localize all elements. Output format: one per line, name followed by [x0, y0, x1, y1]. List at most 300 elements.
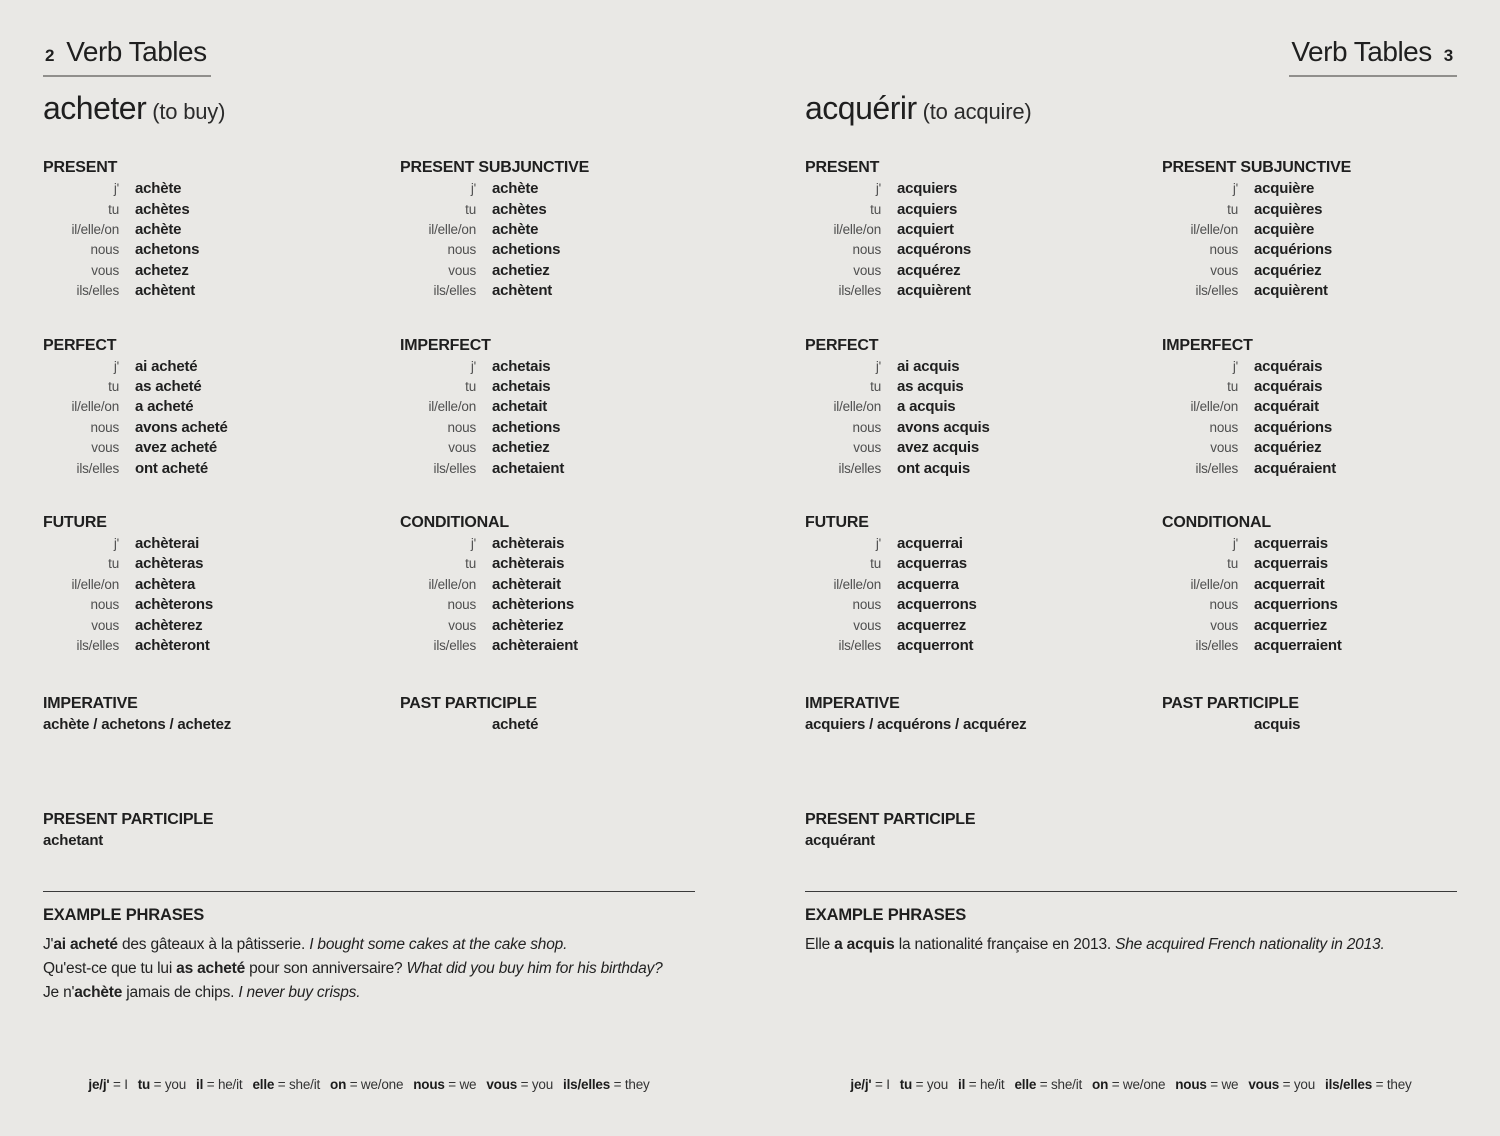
verb-form: acquerrait — [1254, 575, 1325, 593]
conjugation-row — [1162, 179, 1457, 199]
present-participle-heading: PRESENT PARTICIPLE — [805, 810, 976, 828]
pronoun-label: nous — [447, 242, 476, 258]
pronoun-label: tu — [108, 379, 119, 395]
conjugation-row — [1162, 281, 1457, 301]
conjugation-row — [805, 418, 1162, 438]
legend-term: elle — [252, 1077, 275, 1092]
conjugation-row — [400, 377, 695, 397]
pronoun-label: ils/elles — [1195, 638, 1238, 654]
tense-heading: PRESENT SUBJUNCTIVE — [400, 159, 590, 177]
imperative-block — [805, 693, 1162, 735]
tense-heading: CONDITIONAL — [400, 514, 509, 532]
verb-form: acquérions — [1254, 418, 1333, 436]
pronoun-label: tu — [1227, 379, 1238, 395]
pronoun-label: nous — [852, 419, 881, 435]
legend-term: il — [196, 1077, 204, 1092]
verb-form: achetons — [135, 241, 200, 259]
pronoun-label: il/elle/on — [71, 576, 119, 592]
pronoun-label: tu — [1227, 201, 1238, 217]
phrase-text: jamais de chips. — [122, 984, 239, 1002]
pronoun-label: j' — [113, 536, 119, 552]
imperative-heading: IMPERATIVE — [43, 694, 138, 712]
legend-definition: = we/one — [1108, 1077, 1166, 1092]
legend-pair — [1175, 1077, 1238, 1092]
legend-term: il — [958, 1077, 966, 1092]
phrase-translation: She acquired French nationality in 2013. — [1115, 935, 1385, 953]
verb-form: achetions — [492, 418, 561, 436]
conjugation-row — [1162, 240, 1457, 260]
example-section — [805, 891, 1457, 957]
conjugation-row — [805, 281, 1162, 301]
verb-form: acquéraient — [1254, 459, 1336, 477]
legend-pair — [900, 1077, 948, 1092]
page-left — [43, 38, 695, 1136]
pronoun-label: nous — [852, 242, 881, 258]
conjugation-row — [400, 554, 695, 574]
conjugation-row — [400, 397, 695, 417]
verb-form: avons acquis — [897, 418, 990, 436]
legend-term: nous — [413, 1077, 445, 1092]
conjugation-row — [43, 200, 400, 220]
pronoun-label: tu — [870, 379, 881, 395]
example-phrase — [43, 957, 695, 981]
verb-form: acquière — [1254, 221, 1315, 238]
legend-term: vous — [486, 1077, 518, 1092]
verb-form: acquiert — [897, 221, 954, 238]
pronoun-label: ils/elles — [838, 460, 881, 476]
legend-definition: = you — [1279, 1077, 1316, 1092]
verb-form: ai acquis — [897, 357, 960, 375]
pronoun-label: ils/elles — [76, 283, 119, 299]
tense-block — [805, 335, 1162, 479]
legend-term: tu — [899, 1077, 913, 1092]
legend-definition: = you — [517, 1077, 554, 1092]
past-participle-block — [1162, 693, 1457, 735]
past-participle-heading: PAST PARTICIPLE — [400, 694, 537, 712]
conjugation-row — [400, 534, 695, 554]
verb-form: acquières — [1254, 200, 1323, 218]
legend-definition: = she/it — [274, 1077, 321, 1092]
example-heading: EXAMPLE PHRASES — [43, 905, 205, 924]
pronoun-label: ils/elles — [433, 638, 476, 654]
pronoun-label: il/elle/on — [71, 399, 119, 415]
tense-heading: IMPERFECT — [1162, 336, 1253, 354]
verb-form: achetait — [492, 398, 548, 416]
legend-definition: = you — [912, 1077, 949, 1092]
legend-pair — [850, 1077, 889, 1092]
pronoun-label: vous — [1210, 440, 1238, 456]
legend-definition: = we/one — [346, 1077, 404, 1092]
verb-form: achèteriez — [492, 616, 564, 634]
tense-heading: PERFECT — [43, 336, 117, 354]
verb-form: achetions — [492, 241, 561, 259]
pronoun-label: il/elle/on — [428, 576, 476, 592]
phrase-text: ai acheté — [53, 935, 118, 953]
verb-form: acquériez — [1254, 261, 1322, 279]
legend-pair — [1092, 1077, 1165, 1092]
conjugation-row — [43, 534, 400, 554]
phrase-text: Qu'est-ce que tu lui — [43, 959, 177, 977]
pronoun-label: nous — [447, 597, 476, 613]
tense-block — [805, 512, 1162, 656]
conjugation-row — [43, 179, 400, 199]
tense-block — [43, 512, 400, 656]
phrase-translation: What did you buy him for his birthday? — [406, 959, 663, 977]
tense-block — [400, 335, 695, 479]
conjugation-row — [400, 179, 695, 199]
tense-grid — [43, 157, 695, 689]
page-number: 3 — [1443, 46, 1453, 65]
conjugation-row — [805, 200, 1162, 220]
conjugation-row — [805, 240, 1162, 260]
pronoun-label: tu — [465, 201, 476, 217]
tense-heading: PRESENT SUBJUNCTIVE — [1162, 159, 1352, 177]
phrase-translation: I never buy crisps. — [238, 984, 361, 1002]
pronoun-label: il/elle/on — [1190, 222, 1238, 237]
verb-form: acquériez — [1254, 439, 1322, 457]
conjugation-row — [43, 377, 400, 397]
tense-heading: IMPERFECT — [400, 336, 491, 354]
conjugation-row — [805, 357, 1162, 377]
verb-form: acquièrent — [897, 282, 971, 300]
pronoun-label: vous — [448, 262, 476, 278]
past-participle-value: acheté — [492, 715, 539, 733]
conjugation-row — [43, 438, 400, 458]
conjugation-row — [1162, 397, 1457, 417]
conjugation-row — [1162, 636, 1457, 656]
conjugation-row — [43, 595, 400, 615]
pronoun-label: j' — [470, 536, 476, 552]
nonfinite-grid — [805, 693, 1457, 768]
legend-pair — [958, 1077, 1004, 1092]
verb-form: achèterais — [492, 535, 565, 553]
legend-definition: = we — [444, 1077, 477, 1092]
verb-form: avons acheté — [135, 418, 228, 436]
conjugation-row — [400, 595, 695, 615]
pronoun-label: il/elle/on — [833, 576, 881, 592]
verb-form: acquière — [1254, 180, 1315, 198]
pronoun-label: vous — [448, 440, 476, 456]
tense-heading: PRESENT — [805, 159, 880, 177]
pronoun-label: nous — [1209, 597, 1238, 613]
legend-pair — [138, 1077, 186, 1092]
pronoun-label: ils/elles — [76, 460, 119, 476]
verb-form: achète — [492, 221, 539, 238]
verb-form: achetais — [492, 357, 551, 375]
conjugation-row — [1162, 220, 1457, 240]
tense-block — [805, 157, 1162, 301]
verb-form: acquerrai — [897, 535, 963, 553]
present-participle-value: achetant — [43, 831, 104, 849]
verb-form: achète — [135, 221, 182, 238]
phrase-text: Elle — [805, 935, 835, 953]
pronoun-label: nous — [447, 419, 476, 435]
conjugation-row — [805, 459, 1162, 479]
conjugation-row — [43, 261, 400, 281]
verb-form: acquerra — [897, 575, 959, 593]
conjugation-row — [1162, 438, 1457, 458]
phrase-text: des gâteaux à la pâtisserie. — [117, 935, 310, 953]
tense-grid — [805, 157, 1457, 689]
legend-definition: = I — [871, 1077, 890, 1092]
verb-translation: (to buy) — [152, 99, 226, 124]
legend-definition: = they — [610, 1077, 650, 1092]
past-participle-value: acquis — [1254, 715, 1301, 733]
imperative-heading: IMPERATIVE — [805, 694, 900, 712]
verb-form: acquerront — [897, 637, 974, 655]
conjugation-row — [400, 616, 695, 636]
verb-form: achetiez — [492, 439, 550, 457]
pronoun-label: j' — [875, 536, 881, 552]
legend-term: elle — [1014, 1077, 1037, 1092]
legend-definition: = they — [1372, 1077, 1412, 1092]
pronoun-legend — [805, 1076, 1457, 1094]
legend-pair — [1325, 1077, 1412, 1092]
pronoun-label: j' — [113, 358, 119, 374]
legend-pair — [563, 1077, 650, 1092]
tense-heading: PERFECT — [805, 336, 879, 354]
verb-form: achèterions — [492, 596, 574, 614]
pronoun-legend — [43, 1076, 695, 1094]
phrase-text: achète — [74, 984, 123, 1002]
verb-form: a acheté — [135, 398, 194, 416]
verb-form: acquérais — [1254, 357, 1323, 375]
verb-form: achèteront — [135, 637, 210, 655]
conjugation-row — [400, 281, 695, 301]
legend-definition: = she/it — [1036, 1077, 1083, 1092]
present-participle-heading: PRESENT PARTICIPLE — [43, 810, 214, 828]
conjugation-row — [400, 200, 695, 220]
verb-form: ont acheté — [135, 459, 209, 477]
imperative-value: achète / achetons / achetez — [43, 715, 232, 733]
pronoun-label: nous — [1209, 242, 1238, 258]
verb-form: ont acquis — [897, 459, 971, 477]
legend-term: vous — [1248, 1077, 1280, 1092]
verb-title — [805, 91, 1457, 126]
verb-translation: (to acquire) — [922, 99, 1032, 124]
example-phrase — [805, 933, 1457, 957]
legend-pair — [252, 1077, 320, 1092]
verb-form: achète — [135, 180, 182, 198]
conjugation-row — [805, 636, 1162, 656]
legend-definition: = you — [150, 1077, 187, 1092]
conjugation-row — [43, 220, 400, 240]
verb-infinitive: acquérir — [805, 90, 917, 126]
tense-block — [43, 335, 400, 479]
pronoun-label: vous — [853, 262, 881, 278]
conjugation-row — [43, 459, 400, 479]
phrase-text: a acquis — [834, 935, 895, 953]
verb-form: ai acheté — [135, 357, 198, 375]
conjugation-row — [400, 240, 695, 260]
tense-block — [1162, 512, 1457, 656]
conjugation-row — [43, 281, 400, 301]
verb-form: acquièrent — [1254, 282, 1328, 300]
tense-block — [1162, 335, 1457, 479]
verb-form: a acquis — [897, 398, 956, 416]
pronoun-label: tu — [108, 201, 119, 217]
pronoun-label: vous — [853, 440, 881, 456]
present-participle-value: acquérant — [805, 831, 875, 849]
verb-form: achètera — [135, 575, 196, 593]
pronoun-label: ils/elles — [433, 283, 476, 299]
header-title: Verb Tables — [66, 36, 207, 67]
pronoun-label: j' — [470, 358, 476, 374]
verb-form: acquerrons — [897, 596, 977, 614]
verb-form: acquiers — [897, 180, 958, 198]
pronoun-label: ils/elles — [1195, 460, 1238, 476]
verb-form: achèterez — [135, 616, 203, 634]
pronoun-label: nous — [90, 597, 119, 613]
pronoun-label: nous — [90, 242, 119, 258]
tense-heading: PRESENT — [43, 159, 118, 177]
conjugation-row — [43, 575, 400, 595]
verb-form: acquérons — [897, 241, 972, 259]
conjugation-row — [1162, 534, 1457, 554]
conjugation-row — [43, 418, 400, 438]
legend-pair — [1248, 1077, 1315, 1092]
pronoun-label: tu — [870, 556, 881, 572]
conjugation-row — [805, 261, 1162, 281]
pronoun-label: tu — [465, 379, 476, 395]
pronoun-label: il/elle/on — [1190, 399, 1238, 415]
legend-term: on — [1092, 1077, 1109, 1092]
verb-form: acquérez — [897, 261, 961, 279]
verb-form: avez acquis — [897, 439, 980, 457]
pronoun-label: tu — [870, 201, 881, 217]
example-phrase — [43, 933, 695, 957]
conjugation-row — [1162, 616, 1457, 636]
pronoun-label: il/elle/on — [833, 399, 881, 415]
verb-title — [43, 91, 695, 126]
legend-term: nous — [1175, 1077, 1207, 1092]
conjugation-row — [805, 554, 1162, 574]
legend-pair — [330, 1077, 403, 1092]
conjugation-row — [43, 357, 400, 377]
verb-form: acquerraient — [1254, 637, 1342, 655]
verb-form: achetaient — [492, 459, 565, 477]
verb-infinitive: acheter — [43, 90, 147, 126]
phrase-text: pour son anniversaire? — [245, 959, 407, 977]
pronoun-label: ils/elles — [433, 460, 476, 476]
verb-form: achètent — [492, 282, 553, 300]
past-participle-heading: PAST PARTICIPLE — [1162, 694, 1299, 712]
verb-form: acquerriez — [1254, 616, 1328, 634]
conjugation-row — [805, 575, 1162, 595]
verb-form: achètes — [135, 200, 190, 218]
tense-heading: CONDITIONAL — [1162, 514, 1271, 532]
conjugation-row — [1162, 200, 1457, 220]
conjugation-row — [1162, 459, 1457, 479]
header-title: Verb Tables — [1291, 36, 1432, 67]
legend-term: ils/elles — [1325, 1077, 1373, 1092]
example-phrase — [43, 981, 695, 1005]
conjugation-row — [400, 438, 695, 458]
pronoun-label: vous — [91, 262, 119, 278]
pronoun-label: vous — [91, 440, 119, 456]
pronoun-label: tu — [465, 556, 476, 572]
verb-form: acquérait — [1254, 398, 1319, 416]
verb-form: achèterais — [492, 555, 565, 573]
conjugation-row — [43, 240, 400, 260]
conjugation-row — [400, 261, 695, 281]
verb-form: achète — [492, 180, 539, 198]
phrase-text: Je n' — [43, 984, 75, 1002]
legend-definition: = I — [109, 1077, 128, 1092]
pronoun-label: ils/elles — [838, 638, 881, 654]
conjugation-row — [805, 220, 1162, 240]
conjugation-row — [1162, 377, 1457, 397]
pronoun-label: j' — [113, 181, 119, 197]
page-header — [805, 38, 1457, 77]
legend-term: je/j' — [850, 1077, 872, 1092]
past-participle-block — [400, 693, 695, 735]
phrase-text: as acheté — [176, 959, 246, 977]
example-section — [43, 891, 695, 1006]
verb-form: acquerrez — [897, 616, 967, 634]
legend-pair — [88, 1077, 127, 1092]
legend-pair — [413, 1077, 476, 1092]
tense-heading: FUTURE — [43, 514, 107, 532]
verb-form: achèterait — [492, 575, 561, 593]
verb-form: acquérions — [1254, 241, 1333, 259]
tense-block — [400, 157, 695, 301]
example-heading: EXAMPLE PHRASES — [805, 905, 967, 924]
verb-form: achètent — [135, 282, 196, 300]
tense-block — [1162, 157, 1457, 301]
verb-form: achetais — [492, 378, 551, 396]
pronoun-label: j' — [1232, 358, 1238, 374]
conjugation-row — [1162, 357, 1457, 377]
legend-term: ils/elles — [563, 1077, 611, 1092]
conjugation-row — [805, 377, 1162, 397]
verb-form: acquerrais — [1254, 535, 1328, 553]
legend-pair — [486, 1077, 553, 1092]
verb-form: achèterai — [135, 535, 200, 553]
pronoun-label: nous — [90, 419, 119, 435]
pronoun-label: ils/elles — [76, 638, 119, 654]
legend-term: je/j' — [88, 1077, 110, 1092]
pronoun-label: j' — [875, 358, 881, 374]
conjugation-row — [805, 595, 1162, 615]
verb-form: as acquis — [897, 378, 964, 396]
conjugation-row — [400, 418, 695, 438]
page-right — [805, 38, 1457, 1136]
verb-form: achèteras — [135, 555, 204, 573]
verb-form: acquerras — [897, 555, 967, 573]
conjugation-row — [805, 534, 1162, 554]
conjugation-row — [805, 616, 1162, 636]
conjugation-row — [400, 575, 695, 595]
pronoun-label: ils/elles — [838, 283, 881, 299]
phrase-translation: I bought some cakes at the cake shop. — [309, 935, 568, 953]
pronoun-label: nous — [1209, 419, 1238, 435]
pronoun-label: vous — [1210, 262, 1238, 278]
verb-form: acquérais — [1254, 378, 1323, 396]
verb-form: acquiers — [897, 200, 958, 218]
verb-form: acquerrais — [1254, 555, 1328, 573]
conjugation-row — [400, 459, 695, 479]
verb-form: achetiez — [492, 261, 550, 279]
legend-term: on — [330, 1077, 347, 1092]
verb-form: achètes — [492, 200, 547, 218]
conjugation-row — [43, 397, 400, 417]
pronoun-label: ils/elles — [1195, 283, 1238, 299]
legend-pair — [1014, 1077, 1082, 1092]
page-number: 2 — [45, 46, 55, 65]
pronoun-label: j' — [1232, 536, 1238, 552]
nonfinite-grid — [43, 693, 695, 768]
